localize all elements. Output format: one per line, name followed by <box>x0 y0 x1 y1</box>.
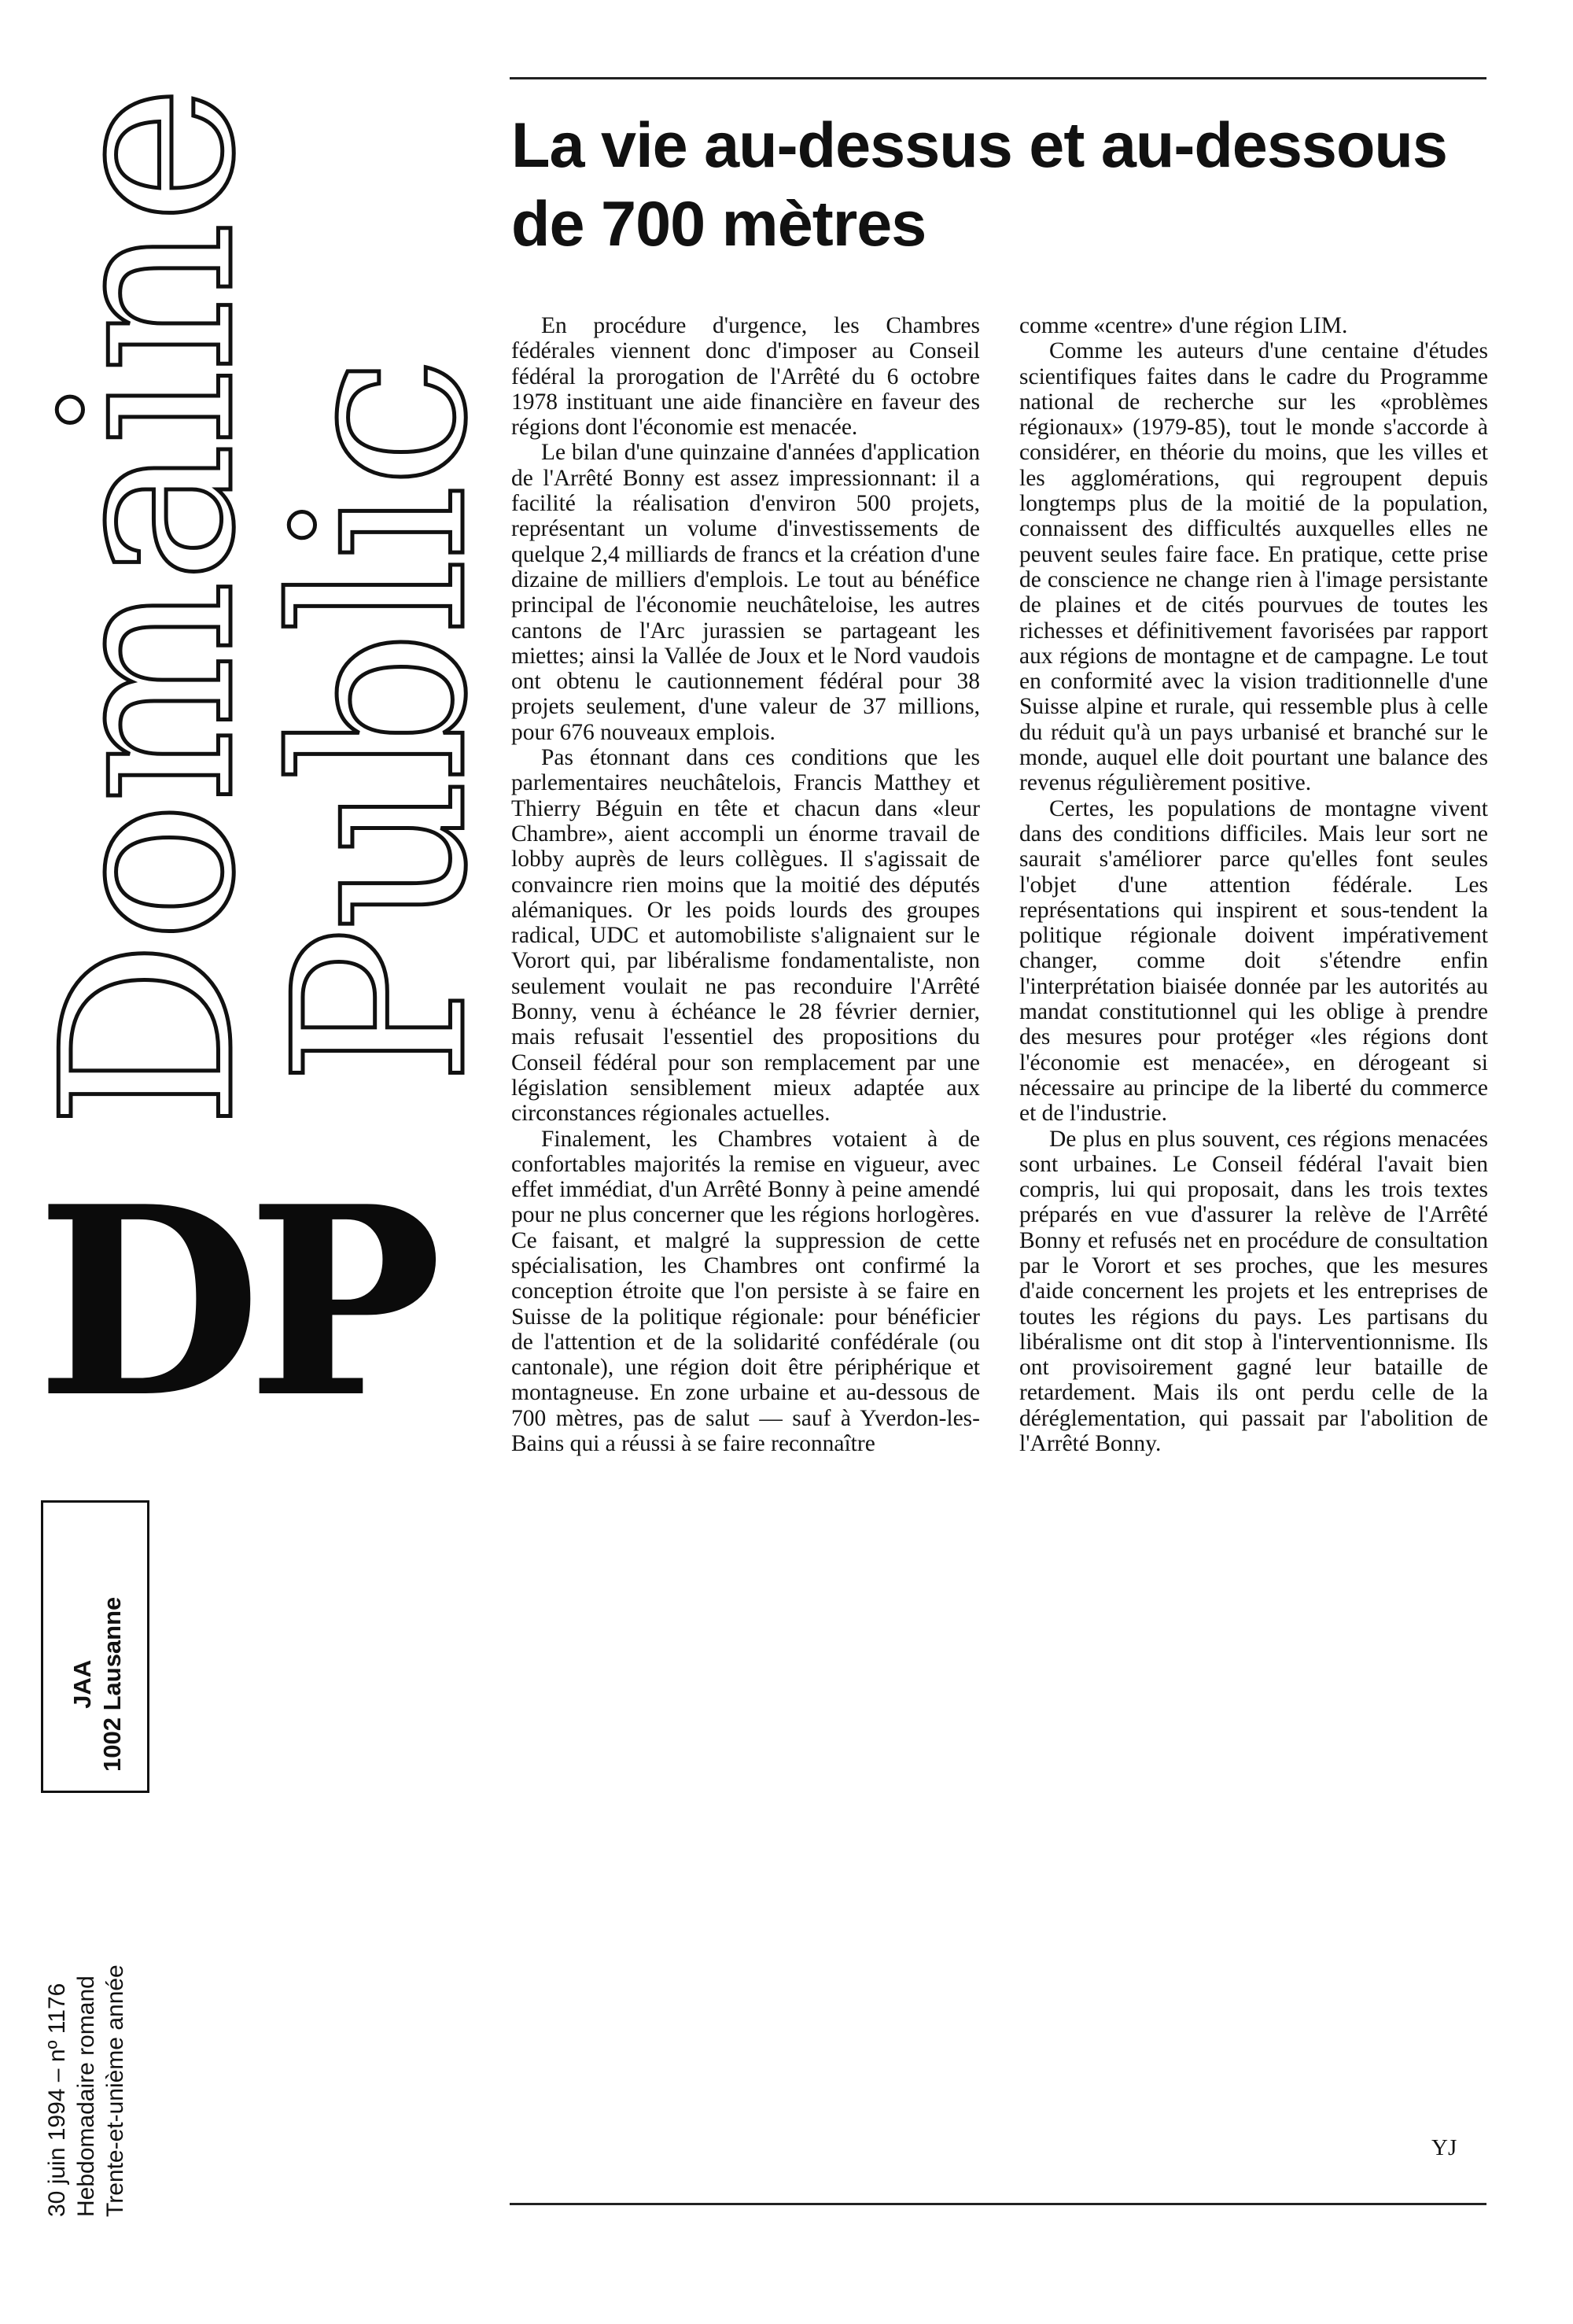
issue-year: Trente-et-unième année <box>102 1964 128 2217</box>
dp-logo: DP <box>36 1149 429 1455</box>
top-rule <box>510 77 1486 79</box>
article-column-1 <box>511 313 980 1456</box>
paragraph: Pas étonnant dans ces conditions que les parlementaires neuchâtelois, Francis Matthey et Thierry Béguin en tête et chacun dans «leur Chambre», aient accompli un énorme travail de lobby auprès de leurs collègues. Il s'agissait de convaincre rien moins que la moitié des députés alémaniques. Or les poids lourds des groupes radical, UDC et automobiliste s'alignaient sur le Vorort qui, par libéralisme fondamentaliste, non seulement voulait ne pas reconduire l'Arrêté Bonny, venu à échéance le 28 février dernier, mais refusait l'essentiel des propositions du Conseil fédéral pour son remplacement par une législation sensiblement mieux adaptée aux circonstances régionales actuelles. <box>511 745 980 1127</box>
issue-frequency: Hebdomadaire romand <box>73 1975 99 2217</box>
paragraph: Comme les auteurs d'une centaine d'études scientifiques faites dans le cadre du Programme national de recherche sur les «problèmes régionaux» (1979-85), tout le monde s'accorde à considérer, en théorie du moins, que les villes et les agglomérations, qui regroupent depuis longtemps plus de la moitié de la population, connaissent des difficultés auxquelles elles ne peuvent seules faire face. En pratique, cette prise de conscience ne change rien à l'image persistante de plaines et de cités pourvues de toutes les richesses et définitivement favorisées par rapport aux régions de montagne et de campagne. Le tout en conformité avec la vision traditionnelle d'une Suisse alpine et rurale, qui ressemble plus à celle du réduit qu'à un pays urbanisé et branché sur le monde, auquel elle doit pourtant une balance des revenus régulièrement positive. <box>1019 338 1488 796</box>
paragraph: En procédure d'urgence, les Chambres fédérales viennent donc d'imposer au Conseil fédéral la prorogation de l'Arrêté du 6 octobre 1978 instituant une aide financière en faveur des régions dont l'économie est menacée. <box>511 313 980 441</box>
paragraph: Finalement, les Chambres votaient à de confortables majorités la remise en vigueur, avec effet immédiat, d'un Arrêté Bonny à peine amendé pour ne plus concerner que les régions horlogères. Ce faisant, et malgré la suppression de cette spécialisation, les Chambres ont confirmé la conception étroite que l'on persiste à se faire en Suisse de la politique régionale: pour bénéficier de l'attention et de la solidarité confédérale (ou cantonale), une région doit être périphérique et montagneuse. En zone urbaine et au-dessous de 700 mètres, pas de salut — sauf à Yverdon-les-Bains qui a réussi à se faire reconnaître <box>511 1126 980 1457</box>
paragraph: De plus en plus souvent, ces régions menacées sont urbaines. Le Conseil fédéral l'avait bien compris, lui qui proposait, dans les trois textes préparés en vue d'assurer la relève de l'Arrêté Bonny et refusés net en procédure de consultation par le Vorort et ses proches, que les mesures d'aide concernent les projets et les entreprises de toutes les régions du pays. Les partisans du libéralisme ont dit stop à l'interventionnisme. Ils ont provisoirement gagné leur bataille de retardement. Mais ils ont perdu celle de la déréglementation, qui passait par l'abolition de l'Arrêté Bonny. <box>1019 1126 1488 1457</box>
mailing-text <box>68 1597 127 1772</box>
paragraph: Le bilan d'une quinzaine d'années d'application de l'Arrêté Bonny est assez impressionnant: il a facilité la réalisation d'environ 500 projets, représentant un volume d'investissements de quelque 2,4 milliards de francs et la création d'une dizaine de milliers d'emplois. Le tout au bénéfice principal de l'économie neuchâteloise, les autres cantons de l'Arc jurassien se partageant les miettes; ainsi la Vallée de Joux et le Nord vaudois ont obtenu le cautionnement fédéral pour 38 projets seulement, d'une valeur de 37 millions, pour 676 nouveaux emplois. <box>511 440 980 745</box>
article-headline: La vie au-dessus et au-dessous de 700 mètres <box>511 110 1447 260</box>
author-signature: YJ <box>1431 2135 1457 2160</box>
paragraph-continuation: comme «centre» d'une région LIM. <box>1019 313 1348 338</box>
bottom-rule <box>510 2203 1486 2205</box>
masthead <box>0 0 518 2324</box>
mailing-line-jaa: JAA <box>68 1659 96 1709</box>
issue-info <box>42 1964 130 2217</box>
mailing-line-city: 1002 Lausanne <box>98 1596 126 1772</box>
paragraph: Certes, les populations de montagne vivent dans des conditions difficiles. Mais leur sort ne saurait s'améliorer parce qu'elles font seules l'objet d'une attention fédérale. Les représentations qui inspirent et sous-tendent la politique régionale doivent impérativement changer, comme doit s'étendre enfin l'interprétation biaisée donnée par les autorités au mandat constitutionnel qui les oblige à prendre des mesures pour protéger «les régions dont l'économie est menacée», en dérogeant si nécessaire au principe de la liberté du commerce et de l'industrie. <box>1019 795 1488 1127</box>
masthead-title-domaine: Domaine <box>12 87 286 1129</box>
article-column-2 <box>1019 313 1488 1456</box>
issue-date-number: 30 juin 1994 – nº 1176 <box>44 1983 70 2217</box>
masthead-title-public: Public <box>244 359 518 1086</box>
